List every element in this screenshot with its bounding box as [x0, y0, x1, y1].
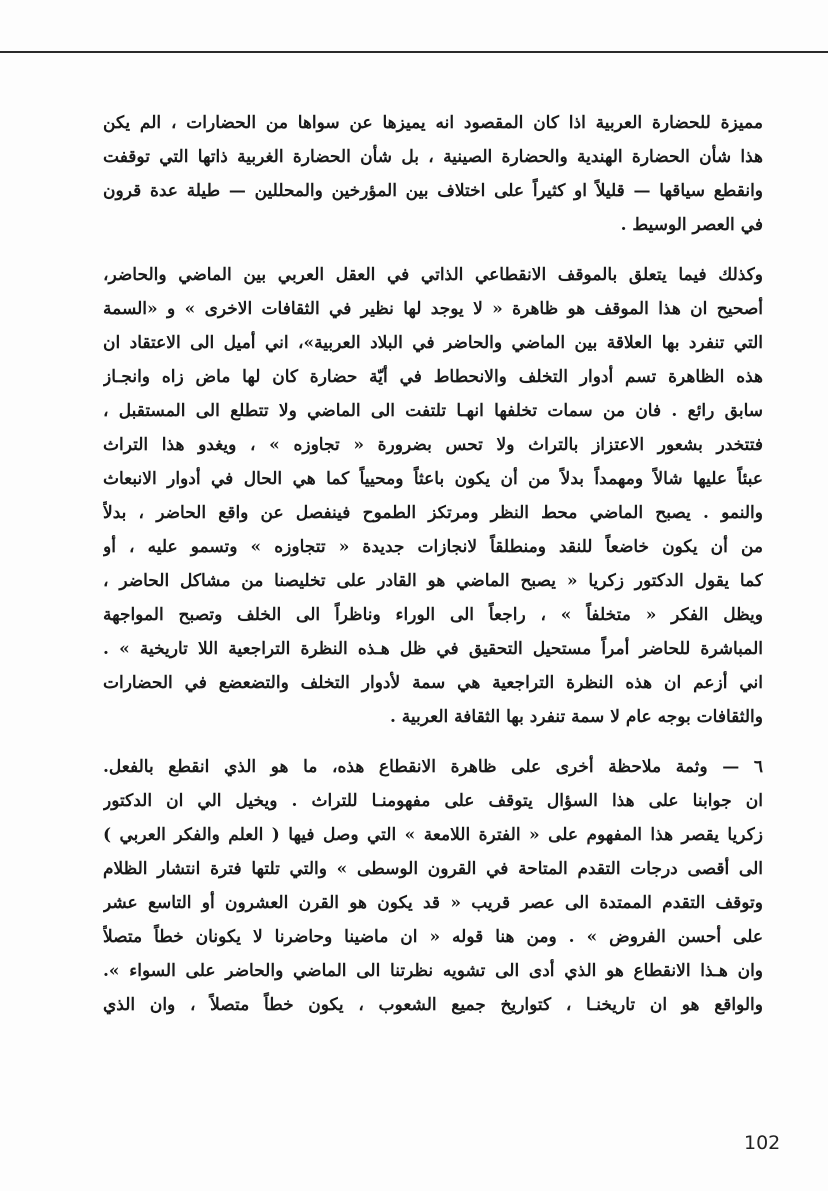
paragraph-3	[103, 750, 763, 1022]
text-line: سابق رائع . فان من سمات تخلفها انهـا تلتفت الى الماضي ولا تتطلع الى المستقبل ،	[103, 401, 763, 421]
text-line: وانقطع سياقها — قليلاً او كثيراً على اختلاف بين المؤرخين والمحللين — طيلة عدة قرون	[103, 181, 763, 201]
text-line: والثقافات بوجه عام لا سمة تنفرد بها الثقافة العربية .	[389, 707, 763, 727]
text-line: ان جوابنا على هذا السؤال يتوقف على مفهومنـا للتراث . ويخيل الي ان الدكتور	[103, 791, 763, 811]
text-line: زكريا يقصر هذا المفهوم على « الفترة اللامعة » التي وصل فيها ( العلم والفكر العربي )	[103, 825, 763, 845]
text-line: من أن يكون خاضعاً للنقد ومنطلقاً لانجازات جديدة « تتجاوزه » وتسمو عليه ، أو	[103, 537, 763, 557]
text-line: كما يقول الدكتور زكريا « يصبح الماضي هو القادر على تخليصنا من مشاكل الحاضر ،	[103, 571, 763, 591]
text-line: فتتخدر بشعور الاعتزاز بالتراث ولا تحس بضرورة « تجاوزه » ، ويغدو هذا التراث	[103, 435, 763, 455]
text-line: الى أقصى درجات التقدم المتاحة في القرون الوسطى » والتي تلتها فترة انتشار الظلام	[103, 859, 763, 879]
text-line: والنمو . يصبح الماضي محط النظر ومرتكز الطموح فينفصل عن واقع الحاضر ، بدلاً	[103, 503, 763, 523]
text-line: ٦ — وثمة ملاحظة أخرى على ظاهرة الانقطاع هذه، ما هو الذي انقطع بالفعل.	[103, 757, 763, 777]
text-line: هذه الظاهرة تسم أدوار التخلف والانحطاط في أيّة حضارة كان لها ماض زاه وانجـاز	[103, 367, 763, 387]
body-text	[103, 106, 763, 1022]
text-line: مميزة للحضارة العربية اذا كان المقصود انه يميزها عن سواها من الحضارات ، الم يكن	[103, 113, 763, 133]
text-line: ويظل الفكر « متخلفاً » ، راجعاً الى الوراء وناظراً الى الخلف وتصبح المواجهة	[103, 605, 763, 625]
text-line: وكذلك فيما يتعلق بالموقف الانقطاعي الذاتي في العقل العربي بين الماضي والحاضر،	[103, 265, 763, 285]
text-line: هذا شأن الحضارة الهندية والحضارة الصينية ، بل شأن الحضارة الغربية ذاتها التي توقفت	[103, 147, 763, 167]
text-line: التي تنفرد بها العلاقة بين الماضي والحاضر في البلاد العربية»، اني أميل الى الاعتقاد ان	[103, 333, 763, 353]
page-number: 102	[744, 1132, 781, 1154]
paragraph-1	[103, 106, 763, 242]
text-line: اني أزعم ان هذه النظرة التراجعية هي سمة لأدوار التخلف والتضعضع في الحضارات	[103, 673, 763, 693]
paragraph-spacer	[103, 734, 763, 750]
text-line: وان هـذا الانقطاع هو الذي أدى الى تشويه نظرتنا الى الماضي والحاضر على السواء ».	[103, 961, 763, 981]
text-line: المباشرة للحاضر أمراً مستحيل التحقيق في ظل هـذه النظرة التراجعية اللا تاريخية » .	[103, 639, 763, 659]
text-line: على أحسن الفروض » . ومن هنا قوله « ان ماضينا وحاضرنا لا يكونان خطاً متصلاً	[103, 927, 763, 947]
text-line: وتوقف التقدم الممتدة الى عصر قريب « قد يكون هو القرن العشرون أو التاسع عشر	[103, 893, 763, 913]
header-rule	[0, 51, 828, 53]
text-line: والواقع هو ان تاريخنـا ، كتواريخ جميع الشعوب ، يكون خطاً متصلاً ، وان الذي	[103, 995, 763, 1015]
paragraph-2	[103, 258, 763, 734]
paragraph-spacer	[103, 242, 763, 258]
text-line: أصحيح ان هذا الموقف هو ظاهرة « لا يوجد لها نظير في الثقافات الاخرى » و «السمة	[103, 299, 763, 319]
text-line: في العصر الوسيط .	[620, 215, 763, 235]
text-line: عبئاً عليها شالاً ومهمداً بدلاً من أن يكون باعثاً ومحيياً كما هي الحال في أدوار الانبعاث	[103, 469, 763, 489]
